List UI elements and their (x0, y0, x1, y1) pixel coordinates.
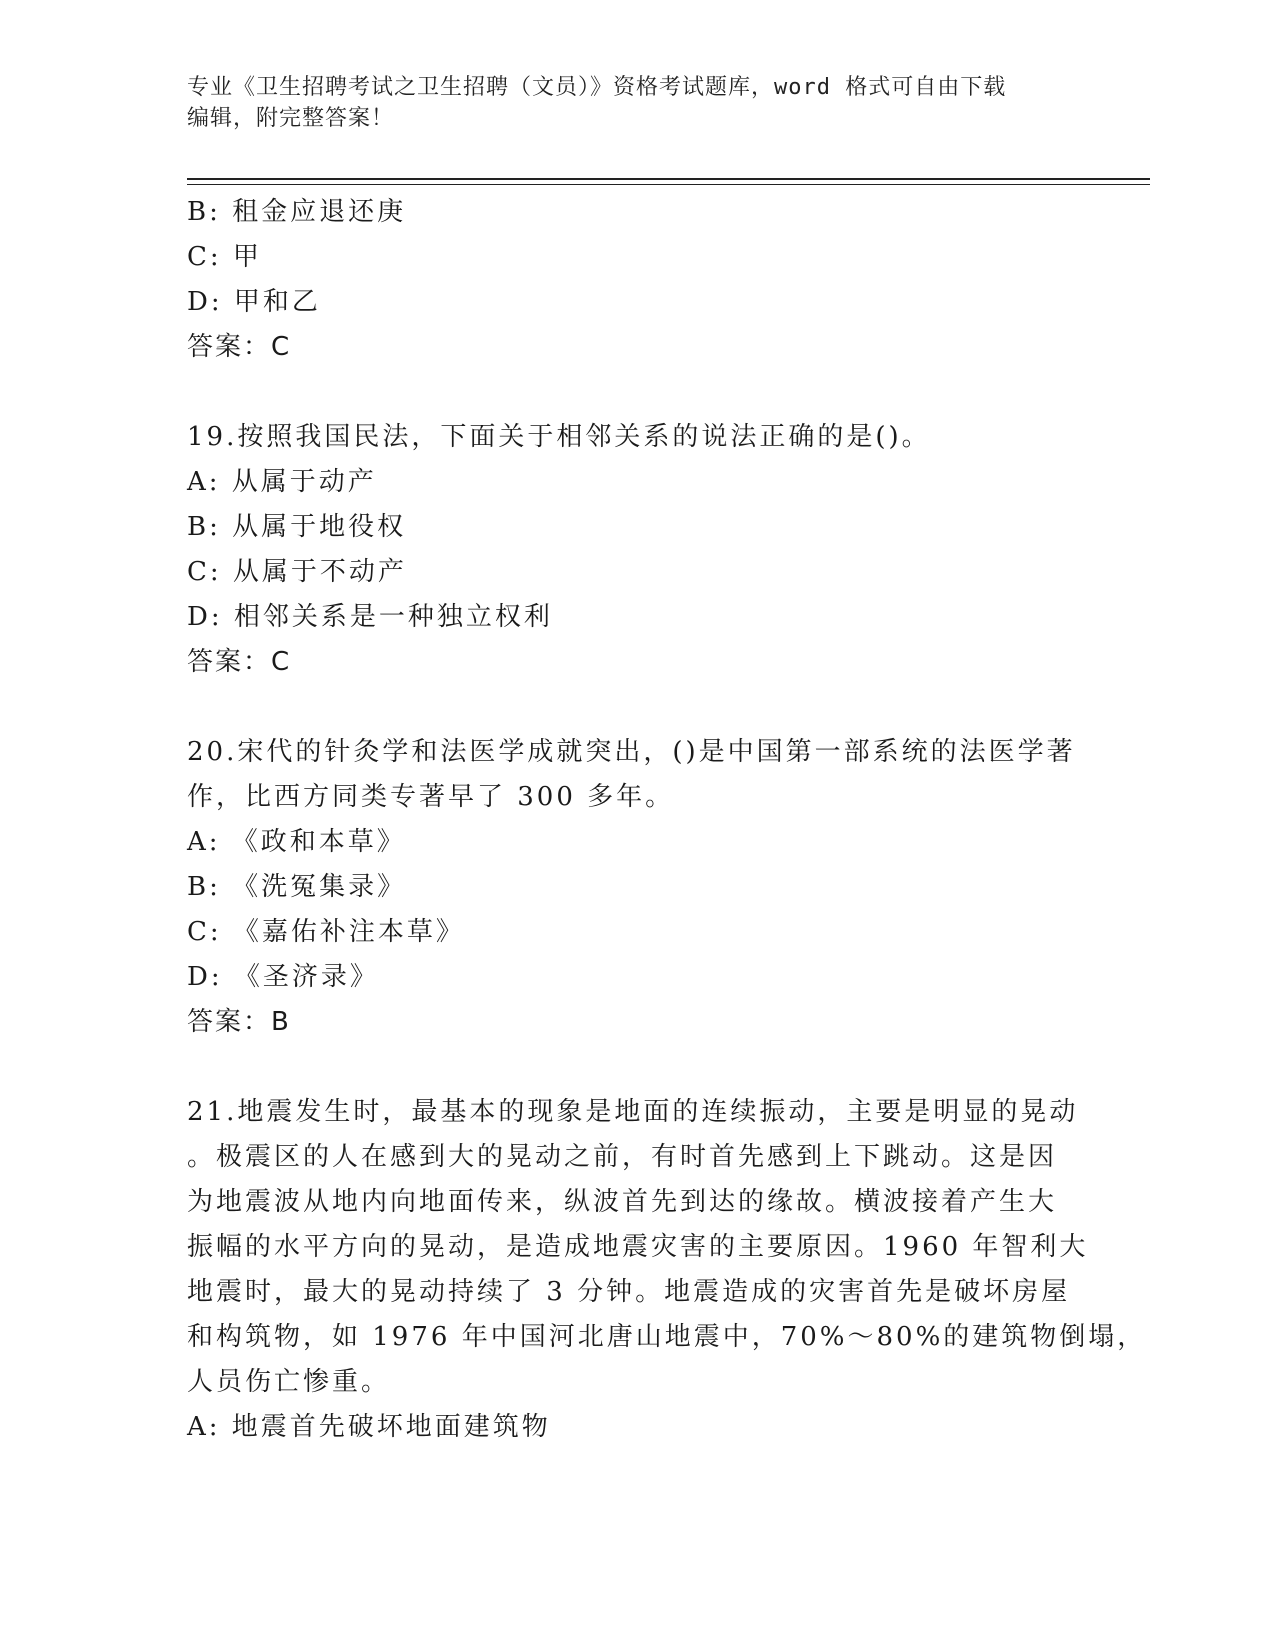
option-d: D: 甲和乙 (187, 287, 321, 317)
option-a: A: 地震首先破坏地面建筑物 (187, 1412, 551, 1442)
question-stem-line: 。极震区的人在感到大的晃动之前，有时首先感到上下跳动。这是因 (187, 1142, 1058, 1172)
question-18 (187, 190, 1067, 370)
question-19 (187, 415, 1067, 685)
spacer (187, 1045, 1067, 1090)
option-c: C: 《嘉佑补注本草》 (187, 917, 465, 947)
option-c: C: 从属于不动产 (187, 557, 407, 587)
question-stem-line: 21.地震发生时，最基本的现象是地面的连续振动，主要是明显的晃动 (187, 1097, 1079, 1127)
question-20 (187, 730, 1076, 1045)
option-b: B: 从属于地役权 (187, 512, 407, 542)
question-21 (187, 1090, 1147, 1450)
question-stem-line: 20.宋代的针灸学和法医学成就突出，()是中国第一部系统的法医学著 (187, 737, 1076, 767)
question-stem-line: 作，比西方同类专著早了 300 多年。 (187, 782, 675, 812)
question-stem-line: 地震时，最大的晃动持续了 3 分钟。地震造成的灾害首先是破坏房屋 (187, 1277, 1071, 1307)
question-stem-line: 为地震波从地内向地面传来，纵波首先到达的缘故。横波接着产生大 (187, 1187, 1058, 1217)
option-d: D: 《圣济录》 (187, 962, 379, 992)
answer: 答案：B (187, 1007, 291, 1037)
header-divider-thin (187, 184, 1150, 185)
header-line-1: 专业《卫生招聘考试之卫生招聘（文员）》资格考试题库，word 格式可自由下载 (187, 75, 1007, 100)
option-c: C: 甲 (187, 242, 262, 272)
option-d: D: 相邻关系是一种独立权利 (187, 602, 553, 632)
option-b: B: 租金应退还庚 (187, 197, 407, 227)
question-stem-line: 人员伤亡惨重。 (187, 1367, 391, 1397)
document-header (187, 72, 1087, 134)
header-line-2: 编辑，附完整答案！ (187, 106, 395, 131)
question-stem-line: 振幅的水平方向的晃动，是造成地震灾害的主要原因。1960 年智利大 (187, 1232, 1089, 1262)
question-list (187, 190, 1147, 1450)
header-divider-thick (187, 178, 1150, 180)
question-stem: 19.按照我国民法，下面关于相邻关系的说法正确的是()。 (187, 422, 931, 452)
answer: 答案：C (187, 647, 292, 677)
option-b: B: 《洗冤集录》 (187, 872, 407, 902)
answer: 答案：C (187, 332, 292, 362)
spacer (187, 685, 1067, 730)
option-a: A: 《政和本草》 (187, 827, 406, 857)
option-a: A: 从属于动产 (187, 467, 377, 497)
spacer (187, 370, 1067, 415)
question-stem-line: 和构筑物，如 1976 年中国河北唐山地震中，70%～80%的建筑物倒塌， (187, 1322, 1147, 1352)
